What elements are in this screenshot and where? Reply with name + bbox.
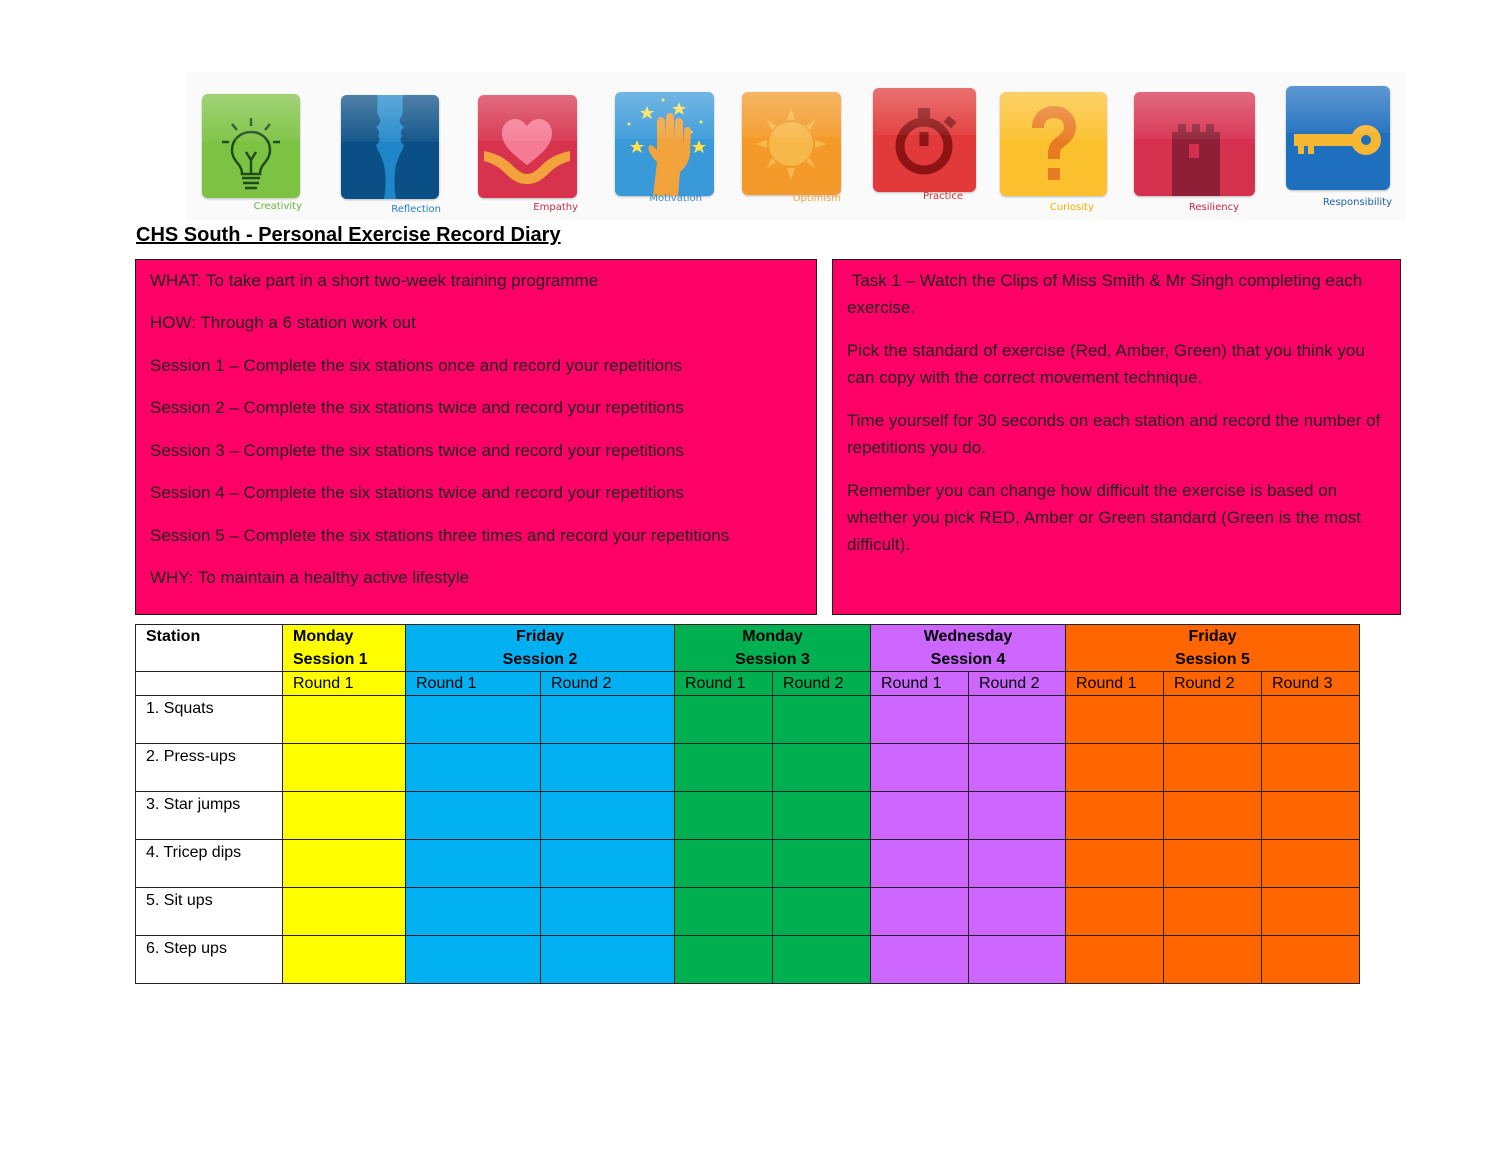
repetitions-cell[interactable]: [283, 888, 406, 936]
repetitions-cell[interactable]: [541, 936, 675, 984]
session-4-header: Wednesday Session 4: [871, 625, 1066, 672]
repetitions-cell[interactable]: [406, 840, 541, 888]
station-name: 1. Squats: [136, 696, 283, 744]
overview-line: WHY: To maintain a healthy active lifestyle: [150, 568, 470, 587]
castle-icon: [1134, 92, 1255, 196]
instruction-paragraph: Task 1 – Watch the Clips of Miss Smith & Mr Singh completing each exercise.: [847, 271, 1367, 317]
repetitions-cell[interactable]: [1164, 792, 1262, 840]
value-curiosity: [1000, 92, 1108, 213]
question-mark-icon: [1000, 92, 1107, 196]
repetitions-cell[interactable]: [1066, 936, 1164, 984]
round-header: Round 1: [283, 672, 406, 696]
key-icon: [1286, 86, 1390, 190]
session-2-header: Friday Session 2: [406, 625, 675, 672]
hand-stars-icon: [615, 92, 714, 196]
value-label: Optimism: [792, 193, 841, 204]
repetitions-cell[interactable]: [406, 888, 541, 936]
value-label: Motivation: [649, 193, 702, 204]
instruction-paragraph: Pick the standard of exercise (Red, Amber, Green) that you think you can copy with the correct movement technique.: [847, 341, 1365, 387]
overview-line: Session 4 – Complete the six stations twice and record your repetitions: [150, 483, 684, 502]
repetitions-cell[interactable]: [1262, 888, 1360, 936]
table-row: [136, 792, 1360, 840]
table-row: [136, 696, 1360, 744]
task-instructions-box: [832, 259, 1401, 615]
table-row: [136, 936, 1360, 984]
value-label: Reflection: [391, 204, 441, 215]
repetitions-cell[interactable]: [541, 696, 675, 744]
repetitions-cell[interactable]: [1262, 936, 1360, 984]
repetitions-cell[interactable]: [675, 840, 773, 888]
repetitions-cell[interactable]: [773, 936, 871, 984]
repetitions-cell[interactable]: [406, 744, 541, 792]
repetitions-cell[interactable]: [675, 792, 773, 840]
page-title: CHS South - Personal Exercise Record Diary: [136, 224, 561, 246]
round-header: Round 1: [675, 672, 773, 696]
session-5-header: Friday Session 5: [1066, 625, 1360, 672]
values-icon-strip: [186, 72, 1406, 220]
repetitions-cell[interactable]: [406, 792, 541, 840]
station-name: 2. Press-ups: [136, 744, 283, 792]
repetitions-cell[interactable]: [1262, 696, 1360, 744]
round-header: Round 1: [871, 672, 969, 696]
repetitions-cell[interactable]: [1262, 792, 1360, 840]
repetitions-cell[interactable]: [283, 696, 406, 744]
repetitions-cell[interactable]: [283, 840, 406, 888]
repetitions-cell[interactable]: [773, 696, 871, 744]
round-header: Round 2: [969, 672, 1066, 696]
repetitions-cell[interactable]: [969, 840, 1066, 888]
repetitions-cell[interactable]: [1066, 840, 1164, 888]
value-label: Practice: [923, 191, 963, 202]
value-empathy: [478, 95, 578, 213]
round-header: Round 1: [406, 672, 541, 696]
value-optimism: [742, 92, 843, 210]
repetitions-cell[interactable]: [1164, 840, 1262, 888]
round-header: Round 3: [1262, 672, 1360, 696]
station-name: 3. Star jumps: [136, 792, 283, 840]
instruction-paragraph: Time yourself for 30 seconds on each station and record the number of repetitions you do.: [847, 411, 1381, 457]
repetitions-cell[interactable]: [1164, 888, 1262, 936]
repetitions-cell[interactable]: [1164, 696, 1262, 744]
table-row: [136, 888, 1360, 936]
repetitions-cell[interactable]: [283, 744, 406, 792]
repetitions-cell[interactable]: [969, 744, 1066, 792]
stopwatch-icon: [873, 88, 976, 192]
overview-line: WHAT: To take part in a short two-week training programme: [150, 271, 599, 290]
session-1-header: Monday Session 1: [283, 625, 406, 672]
blank-header-cell: [136, 672, 283, 696]
repetitions-cell[interactable]: [969, 792, 1066, 840]
overview-line: Session 5 – Complete the six stations three times and record your repetitions: [150, 526, 730, 545]
repetitions-cell[interactable]: [541, 888, 675, 936]
round-header: Round 2: [1164, 672, 1262, 696]
repetitions-cell[interactable]: [283, 792, 406, 840]
heart-hands-icon: [478, 95, 577, 198]
round-header: Round 2: [773, 672, 871, 696]
repetitions-cell[interactable]: [1066, 792, 1164, 840]
value-label: Creativity: [253, 201, 302, 212]
value-resiliency: [1134, 92, 1255, 213]
station-name: 5. Sit ups: [136, 888, 283, 936]
value-reflection: [341, 95, 441, 215]
repetitions-cell[interactable]: [541, 792, 675, 840]
repetitions-cell[interactable]: [969, 936, 1066, 984]
repetitions-cell[interactable]: [541, 744, 675, 792]
overview-line: Session 2 – Complete the six stations twice and record your repetitions: [150, 398, 684, 417]
overview-line: HOW: Through a 6 station work out: [150, 313, 416, 332]
value-responsibility: [1286, 86, 1392, 208]
station-name: 6. Step ups: [136, 936, 283, 984]
repetitions-cell[interactable]: [871, 936, 969, 984]
repetitions-cell[interactable]: [773, 888, 871, 936]
repetitions-cell[interactable]: [871, 888, 969, 936]
value-motivation: [615, 92, 716, 210]
repetitions-cell[interactable]: [406, 936, 541, 984]
session-3-header: Monday Session 3: [675, 625, 871, 672]
repetitions-cell[interactable]: [675, 888, 773, 936]
round-header: Round 1: [1066, 672, 1164, 696]
programme-overview-box: [135, 259, 817, 615]
repetitions-cell[interactable]: [871, 744, 969, 792]
repetitions-cell[interactable]: [1066, 888, 1164, 936]
value-creativity: [202, 94, 302, 212]
repetitions-cell[interactable]: [1262, 840, 1360, 888]
repetitions-cell[interactable]: [283, 936, 406, 984]
repetitions-cell[interactable]: [773, 744, 871, 792]
repetitions-cell[interactable]: [541, 840, 675, 888]
overview-line: Session 3 – Complete the six stations twice and record your repetitions: [150, 441, 684, 460]
repetitions-cell[interactable]: [675, 744, 773, 792]
faces-vase-icon: [341, 95, 439, 199]
repetitions-cell[interactable]: [1066, 744, 1164, 792]
lightbulb-icon: [202, 94, 300, 198]
repetitions-cell[interactable]: [1066, 696, 1164, 744]
station-header: Station: [136, 625, 283, 672]
repetitions-cell[interactable]: [675, 696, 773, 744]
table-row: [136, 744, 1360, 792]
repetitions-cell[interactable]: [871, 696, 969, 744]
instruction-paragraph: Remember you can change how difficult the exercise is based on whether you pick RED, Amber or Green standard (Green is the most difficult).: [847, 481, 1362, 554]
repetitions-cell[interactable]: [675, 936, 773, 984]
value-label: Empathy: [533, 202, 578, 213]
repetitions-cell[interactable]: [1164, 744, 1262, 792]
repetitions-cell[interactable]: [1262, 744, 1360, 792]
overview-line: Session 1 – Complete the six stations once and record your repetitions: [150, 356, 683, 375]
table-row: [136, 840, 1360, 888]
value-label: Curiosity: [1049, 202, 1094, 213]
repetitions-cell[interactable]: [871, 840, 969, 888]
station-name: 4. Tricep dips: [136, 840, 283, 888]
repetitions-cell[interactable]: [773, 792, 871, 840]
repetitions-cell[interactable]: [773, 840, 871, 888]
round-header: Round 2: [541, 672, 675, 696]
repetitions-cell[interactable]: [969, 888, 1066, 936]
value-practice: [873, 88, 977, 207]
value-label: Resiliency: [1188, 202, 1239, 213]
repetitions-cell[interactable]: [406, 696, 541, 744]
value-label: Responsibility: [1322, 197, 1392, 208]
sun-icon: [742, 92, 841, 195]
repetitions-cell[interactable]: [969, 696, 1066, 744]
repetitions-cell[interactable]: [1164, 936, 1262, 984]
repetitions-cell[interactable]: [871, 792, 969, 840]
exercise-record-table: [135, 624, 1360, 984]
